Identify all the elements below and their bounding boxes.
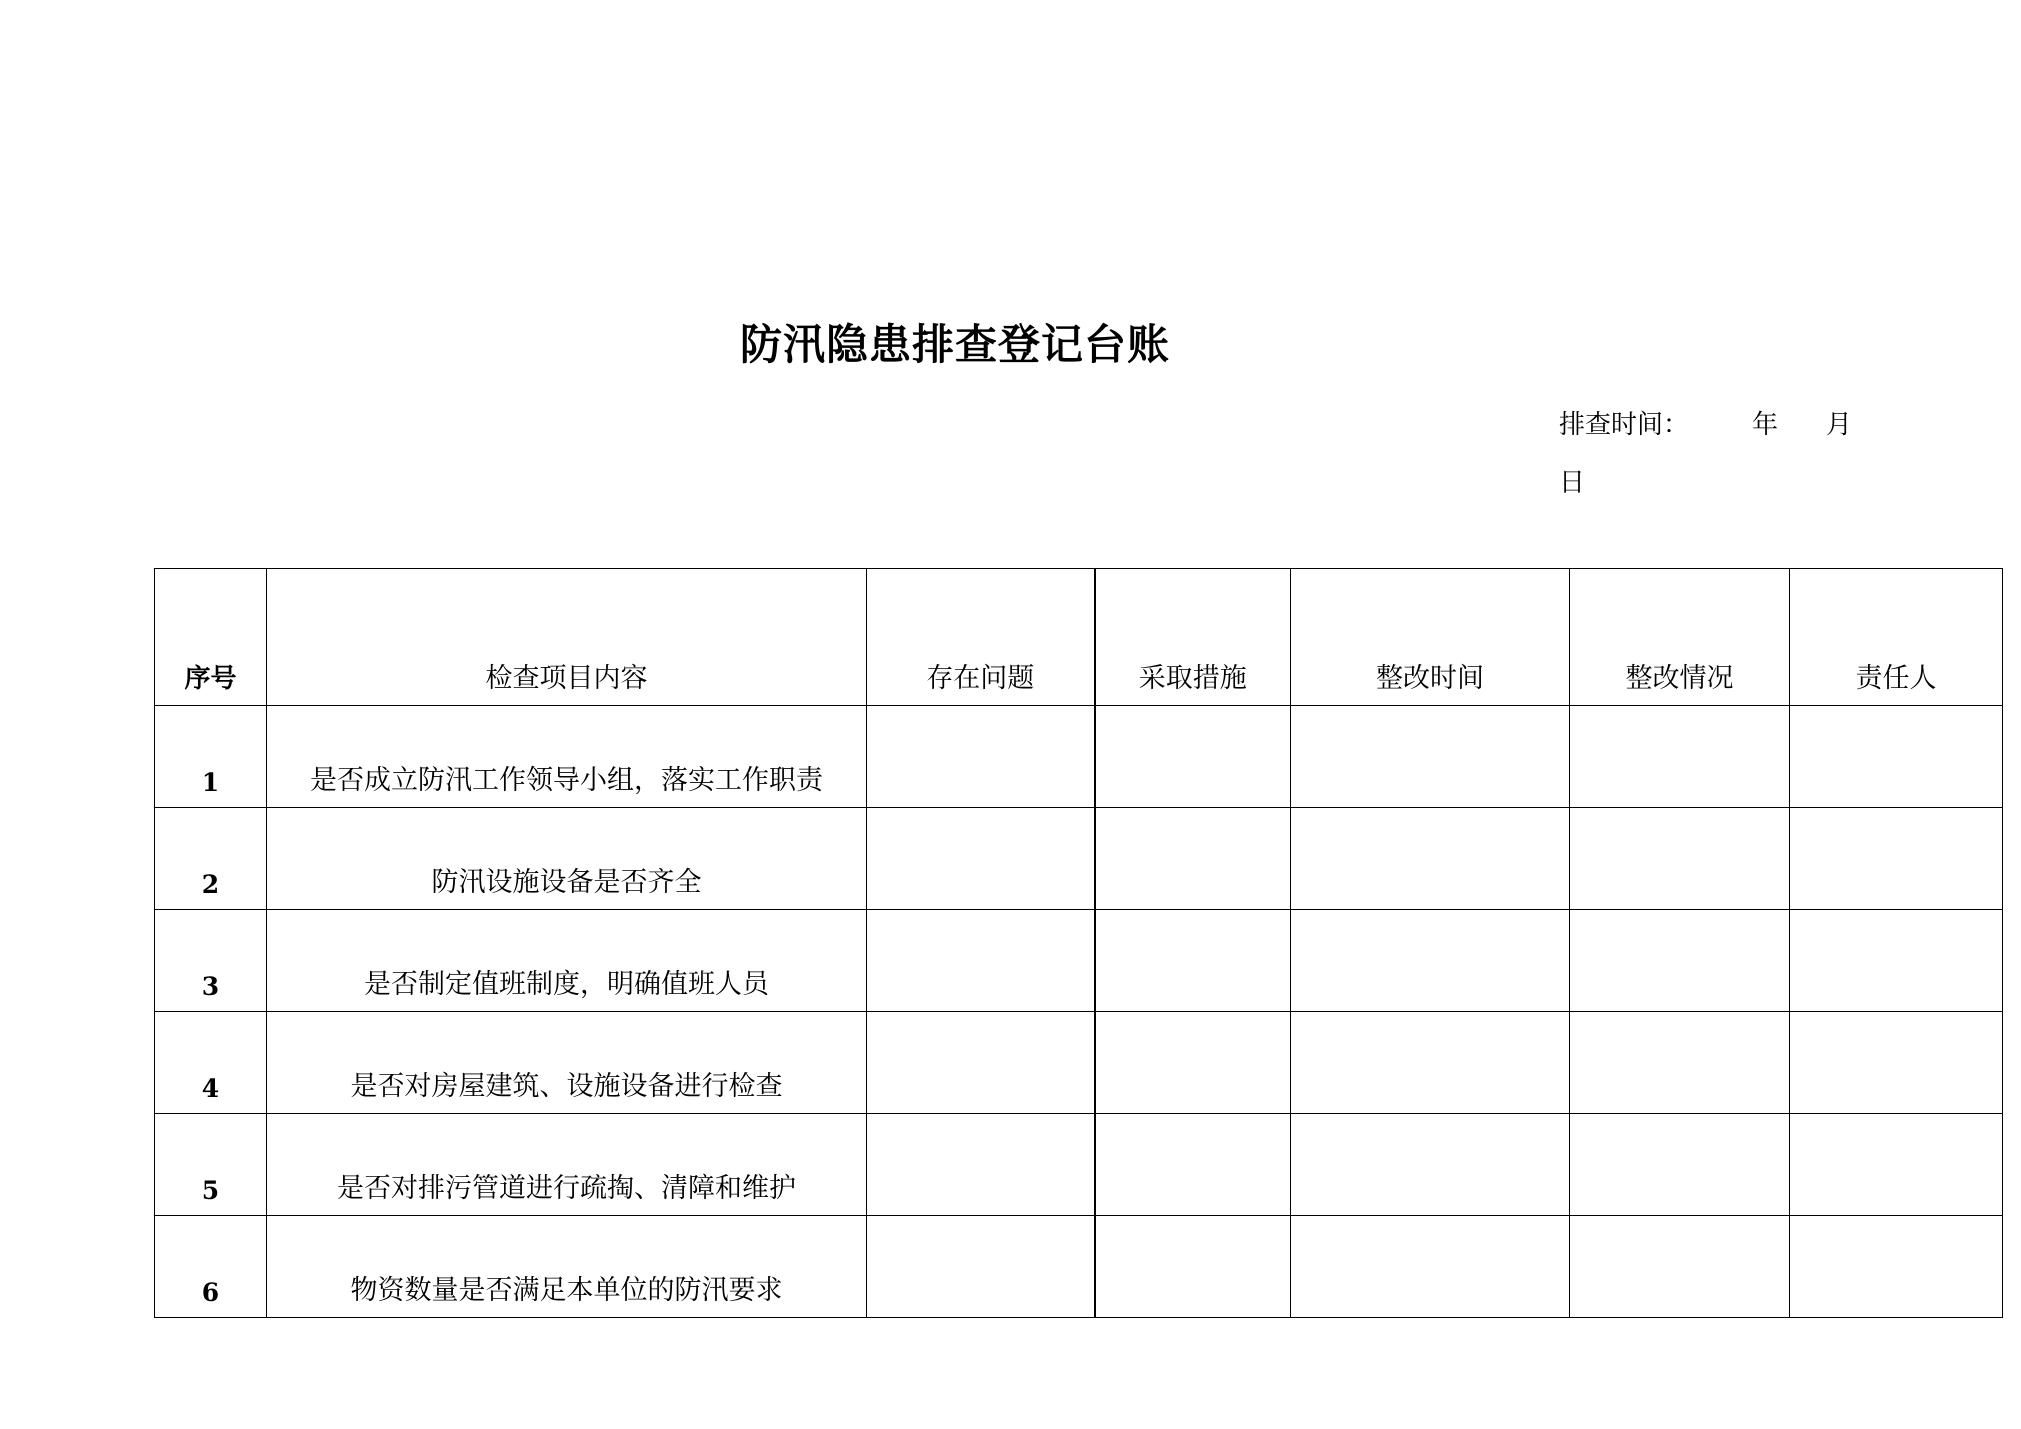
- row-rectification-time[interactable]: [1291, 808, 1570, 910]
- row-serial-number: 4: [155, 1012, 267, 1114]
- table-row: [155, 1114, 2003, 1216]
- table-row: [155, 706, 2003, 808]
- inspection-date-day: 日: [1559, 468, 1586, 498]
- row-measures-taken[interactable]: [1095, 910, 1291, 1012]
- row-rectification-status[interactable]: [1570, 910, 1790, 1012]
- row-responsible-person[interactable]: [1790, 1012, 2003, 1114]
- row-existing-problem[interactable]: [867, 808, 1095, 910]
- row-responsible-person[interactable]: [1790, 808, 2003, 910]
- row-existing-problem[interactable]: [867, 1012, 1095, 1114]
- row-inspection-item: 是否对房屋建筑、设施设备进行检查: [267, 1012, 867, 1114]
- table-row: [155, 910, 2003, 1012]
- row-rectification-time[interactable]: [1291, 1012, 1570, 1114]
- header-inspection-item: 检查项目内容: [267, 569, 867, 706]
- header-existing-problem: 存在问题: [867, 569, 1095, 706]
- inspection-date-month: 月: [1826, 410, 1853, 440]
- table-row: [155, 808, 2003, 910]
- row-responsible-person[interactable]: [1790, 1216, 2003, 1318]
- row-rectification-time[interactable]: [1291, 706, 1570, 808]
- row-rectification-time[interactable]: [1291, 910, 1570, 1012]
- row-inspection-item: 是否对排污管道进行疏掏、清障和维护: [267, 1114, 867, 1216]
- row-responsible-person[interactable]: [1790, 706, 2003, 808]
- row-measures-taken[interactable]: [1095, 1012, 1291, 1114]
- row-existing-problem[interactable]: [867, 1114, 1095, 1216]
- row-inspection-item: 是否制定值班制度，明确值班人员: [267, 910, 867, 1012]
- row-measures-taken[interactable]: [1095, 1216, 1291, 1318]
- table-row: [155, 1012, 2003, 1114]
- row-rectification-status[interactable]: [1570, 1114, 1790, 1216]
- row-rectification-status[interactable]: [1570, 706, 1790, 808]
- row-rectification-status[interactable]: [1570, 1012, 1790, 1114]
- row-serial-number: 2: [155, 808, 267, 910]
- header-rectification-time: 整改时间: [1291, 569, 1570, 706]
- row-existing-problem[interactable]: [867, 1216, 1095, 1318]
- row-responsible-person[interactable]: [1790, 1114, 2003, 1216]
- inspection-ledger-table: [154, 568, 2003, 1318]
- row-measures-taken[interactable]: [1095, 808, 1291, 910]
- row-serial-number: 1: [155, 706, 267, 808]
- table-header-row: [155, 569, 2003, 706]
- row-rectification-time[interactable]: [1291, 1114, 1570, 1216]
- row-existing-problem[interactable]: [867, 706, 1095, 808]
- document-title: 防汛隐患排查登记台账: [740, 320, 1171, 369]
- row-responsible-person[interactable]: [1790, 910, 2003, 1012]
- header-serial-number: 序号: [155, 569, 267, 706]
- header-responsible-person: 责任人: [1790, 569, 2003, 706]
- row-inspection-item: 防汛设施设备是否齐全: [267, 808, 867, 910]
- row-existing-problem[interactable]: [867, 910, 1095, 1012]
- row-rectification-status[interactable]: [1570, 1216, 1790, 1318]
- header-measures-taken: 采取措施: [1095, 569, 1291, 706]
- row-inspection-item: 是否成立防汛工作领导小组，落实工作职责: [267, 706, 867, 808]
- row-measures-taken[interactable]: [1095, 1114, 1291, 1216]
- inspection-date-label: 排查时间：: [1559, 410, 1690, 440]
- header-rectification-status: 整改情况: [1570, 569, 1790, 706]
- row-measures-taken[interactable]: [1095, 706, 1291, 808]
- row-serial-number: 5: [155, 1114, 267, 1216]
- row-rectification-time[interactable]: [1291, 1216, 1570, 1318]
- table-row: [155, 1216, 2003, 1318]
- row-serial-number: 3: [155, 910, 267, 1012]
- row-rectification-status[interactable]: [1570, 808, 1790, 910]
- row-inspection-item: 物资数量是否满足本单位的防汛要求: [267, 1216, 867, 1318]
- inspection-date-year: 年: [1752, 410, 1779, 440]
- row-serial-number: 6: [155, 1216, 267, 1318]
